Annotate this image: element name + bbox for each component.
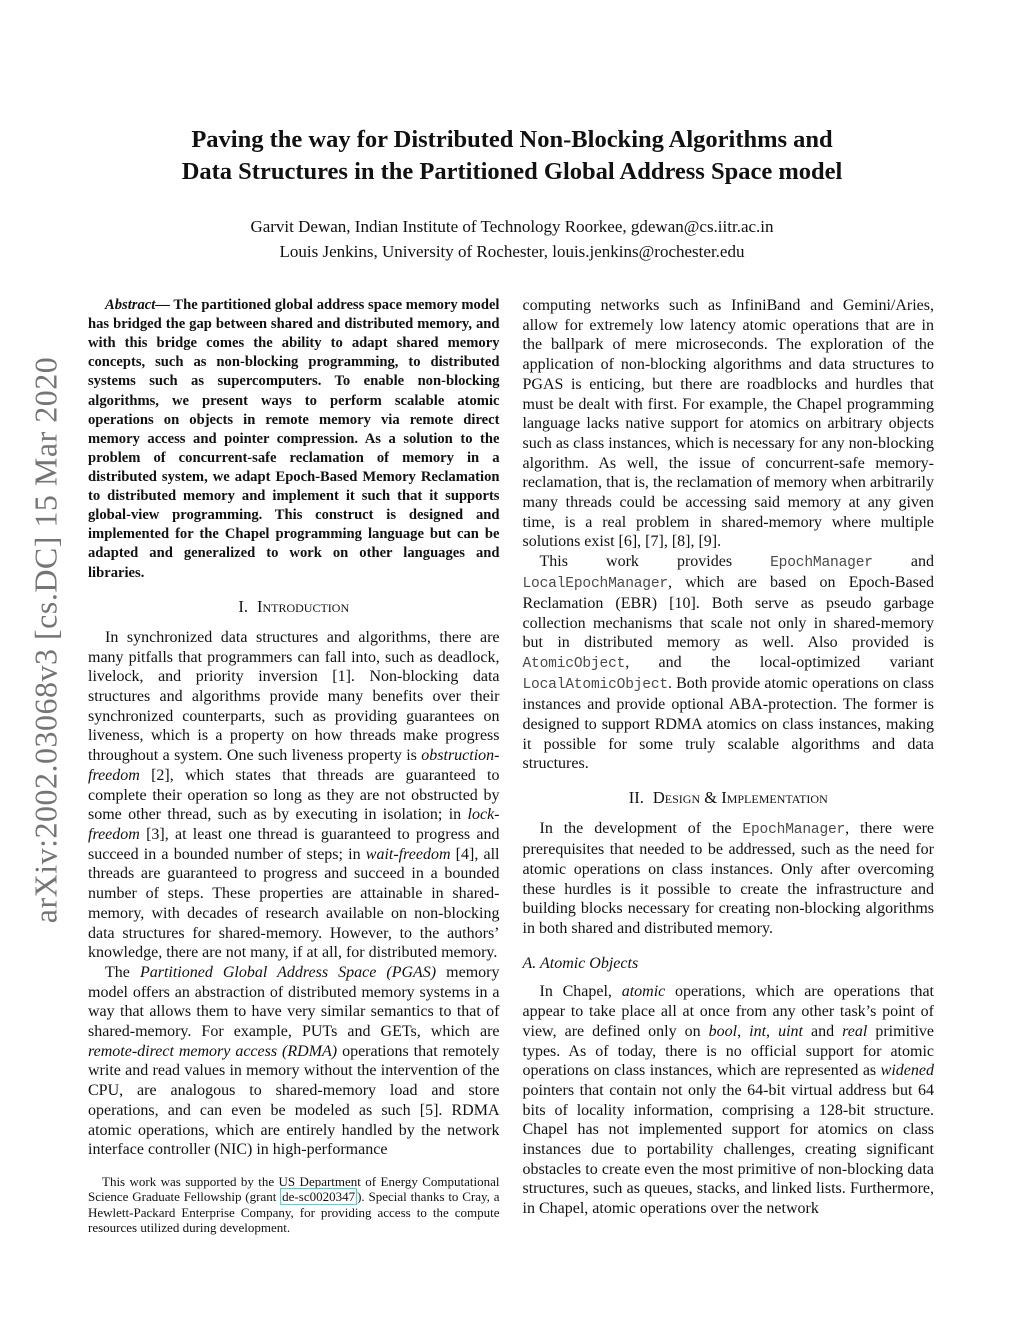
section-title: Design & Implementation — [652, 787, 828, 807]
paper-title-line: Paving the way for Distributed Non-Blocking Algorithms and — [191, 126, 833, 153]
text-segment: [2], which states that threads are guaranteed to complete their operation so long as they are not obstructed by some other thread, such as by executing in isolation; in — [88, 766, 500, 824]
text-segment: remote-direct memory access (RDMA) — [88, 1042, 338, 1060]
text-segment: widened — [880, 1062, 934, 1080]
atomic-objects-paragraph-1 — [523, 982, 935, 1218]
text-segment: wait-freedom — [365, 845, 451, 863]
text-segment: . Both provide atomic operations on class instances and provide optional ABA-protection. The former is designed to support RDMA atomics on class instances, making it possible for some truly scalable algorithms and data structures. — [522, 675, 934, 773]
code-identifier: EpochManager — [770, 555, 873, 572]
text-segment: lock-freedom — [88, 806, 500, 843]
text-segment: obstruction-freedom — [88, 747, 500, 784]
abstract-label: Abstract — [105, 297, 156, 313]
paper-title — [0, 124, 1024, 188]
text-segment: operations, which are operations that appear to take place all at once from any other task’s point of view, are defined only on — [522, 983, 934, 1040]
author-line: Garvit Dewan, Indian Institute of Technology Roorkee, gdewan@cs.iitr.ac.in — [250, 217, 774, 236]
text-segment: and — [802, 1022, 843, 1040]
text-segment: [4], all threads are guaranteed to progress and succeed in a bounded number of steps. These properties are attainable in shared-memory, with decades of research available on non-blocking data structures for shared-memory. However, to the authors’ knowledge, there are not many, if at all, for distributed memory. — [88, 845, 500, 962]
arxiv-watermark: arXiv:2002.03068v3 [cs.DC] 15 Mar 2020 — [27, 356, 64, 924]
abstract-body: — The partitioned global address space memory model has bridged the gap between shared and distributed memory, and with this bridge comes the ability to adapt shared memory concepts, such as non-blocking programming, to distributed systems such as supercomputers. To enable non-blocking algorithms, we present ways to perform scalable atomic operations on objects in remote memory via remote direct memory access and pointer compression. As a solution to the problem of concurrent-safe reclamation of memory in a distributed system, we adapt Epoch-Based Memory Reclamation to distributed memory and implement it such that it supports global-view programming. This construct is designed and implemented for the Chapel programming language but can be adapted and generalized to work on other languages and libraries. — [88, 297, 500, 581]
text-segment: int — [749, 1022, 767, 1040]
text-segment: , and the local-optimized variant — [625, 654, 934, 672]
left-column — [88, 296, 500, 1236]
section-number: II. — [628, 787, 644, 807]
text-segment: Partitioned Global Address Space (PGAS) — [139, 963, 437, 981]
text-segment: operations that remotely write and read values in memory without the intervention of the CPU, are analogous to shared-memory load and store operations, and can even be modeled as such [5]. RDMA atomic operations, which are entirely handled by the network interface controller (NIC) in high-performance — [88, 1042, 500, 1159]
right-column — [523, 296, 935, 1236]
text-segment: real — [842, 1022, 868, 1040]
text-segment: , which are based on Epoch-Based Reclamation (EBR) [10]. Both serve as pseudo garbage collection mechanisms that scale not only in shared-memory but in distributed memory as well. Also provided is — [522, 574, 934, 652]
text-segment: , there were prerequisites that needed to be addressed, such as the need for atomic operations on class instances. Only after overcoming these hurdles is it possible to create the infrastructure and building blocks necessary for creating non-blocking algorithms in both shared and distributed memory. — [522, 820, 934, 938]
text-segment: and — [872, 553, 934, 571]
code-identifier: EpochManager — [742, 822, 846, 839]
text-segment: primitive types. As of today, there is no official support for atomic operations on class instances, which are represented as — [522, 1022, 935, 1080]
text-segment: ). Special thanks to Cray, a Hewlett-Packard Enterprise Company, for providing access to the compute resources utilized during development. — [88, 1189, 500, 1236]
section-number: I. — [238, 596, 248, 616]
text-segment: In Chapel, — [539, 983, 622, 1001]
section-title: Introduction — [256, 596, 350, 616]
continuation-paragraph — [523, 296, 935, 552]
text-segment: The — [105, 963, 140, 981]
text-segment: bool — [708, 1022, 738, 1040]
text-segment: In synchronized data structures and algorithms, there are many pitfalls that programmers can fall into, such as deadlock, livelock, and priority inversion [1]. Non-blocking data structures and algorithms provide many benefits over their synchronized counterparts, such as providing guarantees on liveness, which is a property on how threads make progress throughout a system. One such liveness property is — [88, 628, 500, 765]
paper-title-line: Data Structures in the Partitioned Global Address Space model — [181, 157, 843, 185]
two-column-body — [88, 296, 934, 1236]
text-segment: memory model offers an abstraction of distributed memory systems in a way that allows them to have very similar semantics to that of shared-memory. For example, PUTs and GETs, which are — [88, 963, 500, 1041]
text-segment: pointers that contain not only the 64-bit virtual address but 64 bits of locality information, comprising a 128-bit structure. Chapel has not implemented support for atomics on class instances due to portability challenges, creating significant obstacles to create even the most primitive of non-blocking data structures, such as queues, stacks, and linked lists. Furthermore, in Chapel, atomic operations over the network — [522, 1081, 934, 1218]
contributions-paragraph — [523, 552, 935, 774]
code-identifier: AtomicObject — [522, 656, 626, 673]
author-line: Louis Jenkins, University of Rochester, louis.jenkins@rochester.edu — [279, 241, 745, 261]
code-identifier: LocalAtomicObject — [522, 677, 668, 694]
text-segment: atomic — [621, 983, 666, 1001]
section-heading-design-implementation — [523, 788, 935, 808]
intro-paragraph-2 — [88, 963, 500, 1160]
intro-paragraph-1 — [88, 628, 500, 963]
text-segment: computing networks such as InfiniBand and Gemini/Aries, allow for extremely low latency atomic operations that are in the ballpark of mere microseconds. The exploration of the application of non-blocking algorithms and data structures to PGAS is enticing, but there are roadblocks and hurdles that must be dealt with first. For example, the Chapel programming language lacks native support for atomics on arbitrary objects such as class instances, which is necessary for any non-blocking algorithm. As well, the issue of concurrent-safe memory-reclamation, that is, the reclamation of memory when arbitrarily many threads could be accessing said memory at any given time, is a real problem in shared-memory where multiple solutions exist [6], [7], [8], [9]. — [522, 297, 934, 551]
grant-link[interactable]: de-sc0020347 — [282, 1189, 356, 1205]
text-segment: uint — [778, 1022, 803, 1040]
text-segment: , — [737, 1022, 750, 1040]
section-heading-introduction — [88, 597, 500, 617]
text-segment: [3], at least one thread is guaranteed to progress and succeed in a bounded number of steps; in — [88, 825, 500, 863]
authors-block — [0, 215, 1024, 264]
text-segment: , — [766, 1022, 779, 1040]
design-paragraph-1 — [523, 819, 935, 938]
text-segment: This work was supported by the US Department of Energy Computational Science Graduate Fellowship (grant — [88, 1173, 500, 1205]
abstract-paragraph — [88, 296, 500, 583]
subsection-heading-atomic-objects: A. Atomic Objects — [522, 954, 639, 972]
code-identifier: LocalEpochManager — [522, 576, 668, 593]
support-footnote — [88, 1174, 500, 1236]
text-segment: In the development of the — [539, 820, 743, 838]
text-segment: This work provides — [539, 553, 771, 571]
